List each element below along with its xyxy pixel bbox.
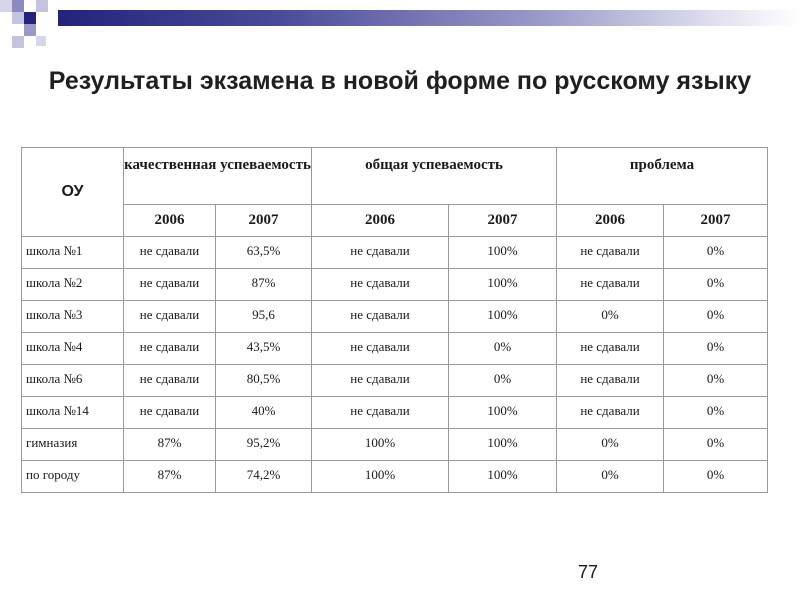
school-name-cell: школа №2 — [22, 269, 124, 301]
table-row — [22, 269, 768, 301]
table-year-row — [22, 205, 768, 237]
table-row — [22, 365, 768, 397]
deco-square — [0, 24, 12, 36]
school-name-cell: школа №1 — [22, 237, 124, 269]
table-cell: 0% — [664, 461, 768, 493]
table-cell: не сдавали — [312, 301, 449, 333]
slide-title: Результаты экзамена в новой форме по русскому языку — [48, 67, 752, 95]
table-cell: не сдавали — [124, 397, 216, 429]
table-row — [22, 429, 768, 461]
deco-square — [36, 36, 46, 46]
year-header: 2007 — [216, 205, 312, 237]
deco-square — [36, 0, 48, 12]
deco-square — [0, 0, 12, 12]
year-header: 2006 — [124, 205, 216, 237]
table-cell: не сдавали — [124, 237, 216, 269]
table-row — [22, 301, 768, 333]
school-name-cell: школа №14 — [22, 397, 124, 429]
table-cell: 80,5% — [216, 365, 312, 397]
table-cell: не сдавали — [312, 365, 449, 397]
table-cell: 95,6 — [216, 301, 312, 333]
table-cell: 0% — [664, 397, 768, 429]
deco-square — [24, 12, 36, 24]
table-cell: не сдавали — [557, 237, 664, 269]
table-cell: не сдавали — [124, 365, 216, 397]
table-cell: не сдавали — [124, 333, 216, 365]
deco-square — [24, 24, 36, 36]
school-name-cell: школа №3 — [22, 301, 124, 333]
deco-square — [12, 12, 24, 24]
table-cell: 0% — [664, 301, 768, 333]
table-cell: 0% — [664, 269, 768, 301]
deco-square — [36, 12, 48, 24]
page-number: 77 — [578, 562, 599, 582]
table-cell: 100% — [449, 397, 557, 429]
table-cell: 87% — [124, 429, 216, 461]
table-cell: не сдавали — [557, 397, 664, 429]
table-cell: 100% — [449, 429, 557, 461]
header-gradient-bar — [58, 10, 800, 26]
table-cell: не сдавали — [312, 333, 449, 365]
deco-square — [24, 0, 36, 12]
table-cell: 63,5% — [216, 237, 312, 269]
table-row — [22, 333, 768, 365]
table-cell: не сдавали — [312, 397, 449, 429]
table-cell: 100% — [449, 237, 557, 269]
school-name-cell: по городу — [22, 461, 124, 493]
column-header-problem: проблема — [557, 148, 768, 205]
table-header-row — [22, 148, 768, 205]
table-cell: не сдавали — [557, 269, 664, 301]
column-header-quality: качественная успеваемость — [124, 148, 312, 205]
school-name-cell: школа №4 — [22, 333, 124, 365]
table-cell: 0% — [557, 461, 664, 493]
table-cell: 100% — [312, 461, 449, 493]
table-cell: не сдавали — [557, 365, 664, 397]
year-header: 2006 — [312, 205, 449, 237]
table-cell: не сдавали — [312, 269, 449, 301]
table-cell: 0% — [664, 333, 768, 365]
table-cell: 100% — [449, 269, 557, 301]
table-cell: 87% — [216, 269, 312, 301]
table-cell: 0% — [449, 365, 557, 397]
table-cell: 100% — [449, 301, 557, 333]
year-header: 2007 — [664, 205, 768, 237]
school-name-cell: гимназия — [22, 429, 124, 461]
table-cell: 43,5% — [216, 333, 312, 365]
deco-square — [12, 0, 24, 12]
table-cell: 95,2% — [216, 429, 312, 461]
deco-square — [12, 36, 24, 48]
table-cell: 0% — [449, 333, 557, 365]
table-cell: 40% — [216, 397, 312, 429]
table-cell: 0% — [664, 237, 768, 269]
results-table — [21, 147, 768, 493]
table-cell: 87% — [124, 461, 216, 493]
table-cell: 100% — [312, 429, 449, 461]
table-cell: 74,2% — [216, 461, 312, 493]
table-cell: не сдавали — [312, 237, 449, 269]
table-cell: не сдавали — [557, 333, 664, 365]
table-cell: 0% — [557, 429, 664, 461]
results-table-container — [21, 147, 767, 493]
table-row — [22, 461, 768, 493]
table-cell: 100% — [449, 461, 557, 493]
table-cell: не сдавали — [124, 301, 216, 333]
column-header-ou: ОУ — [22, 148, 124, 237]
school-name-cell: школа №6 — [22, 365, 124, 397]
column-header-overall: общая успеваемость — [312, 148, 557, 205]
table-cell: 0% — [557, 301, 664, 333]
table-cell: 0% — [664, 429, 768, 461]
table-row — [22, 237, 768, 269]
year-header: 2006 — [557, 205, 664, 237]
table-cell: не сдавали — [124, 269, 216, 301]
table-cell: 0% — [664, 365, 768, 397]
table-row — [22, 397, 768, 429]
year-header: 2007 — [449, 205, 557, 237]
